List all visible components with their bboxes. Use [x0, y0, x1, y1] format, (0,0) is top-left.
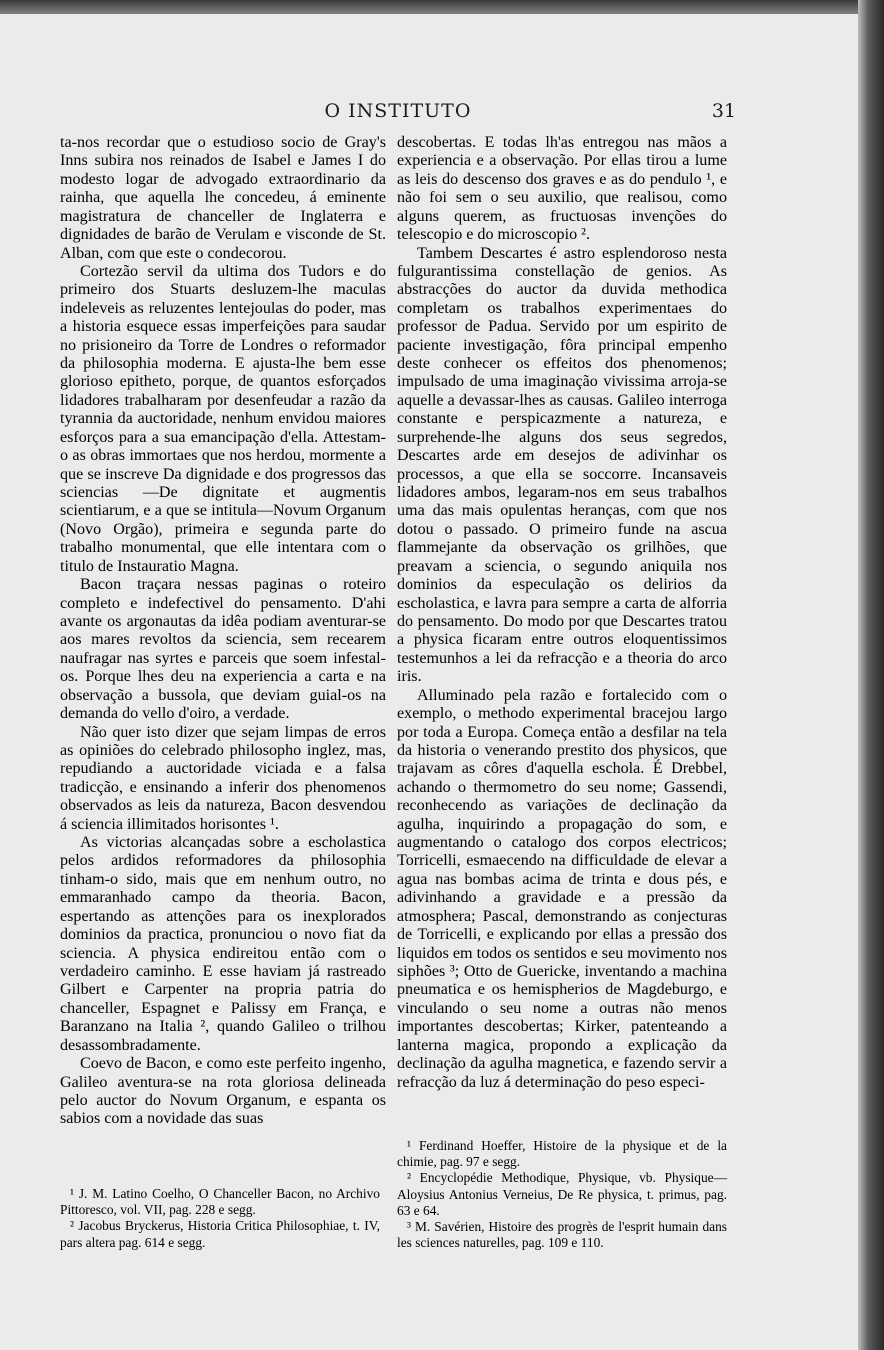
right-text-column — [397, 134, 727, 1092]
paragraph: Tambem Descartes é astro esplendoroso nesta fulgurantissima constellação de genios. As abstracções do auctor da duvida methodica completam os trabalhos experimentaes do professor de Padua. Servido por um espirito de paciente investigação, fôra principal empenho deste conhecer os effeitos dos phenomenos; impulsado de uma imaginação vivissima arroja-se aquelle a devassar-lhes as causas. Galileo interroga constante e perspicazmente a natureza, e surprehende-lhe alguns dos seus segredos, Descartes arde em desejos de adivinhar os processos, a que ella se soccorre. Incansaveis lidadores ambos, legaram-nos em seus trabalhos uma das mais opulentas heranças, com que nos dotou o passado. O primeiro funde na ascua flammejante da observação os grilhões, que preavam a sciencia, o segundo aniquila nos dominios da especulação os delirios da escholastica, e lavra para sempre a carta de alforria do pensamento. Do modo por que Descartes tratou a physica ficaram entre outros eloquentissimos testemunhos a lei da refracção e a theoria do arco iris. — [397, 244, 727, 686]
footnote: ³ M. Savérien, Histoire des progrès de l'esprit humain dans les sciences naturelles, pag. 109 e 110. — [397, 1219, 727, 1251]
paragraph: Cortezão servil da ultima dos Tudors e do primeiro dos Stuarts desluzem-lhe maculas indeleveis as reluzentes lentejoulas do poder, mas a historia esquece essas imperfeições para saudar no prisioneiro da Torre de Londres o reformador da philosophia moderna. E ajusta-lhe bem esse glorioso epitheto, porque, de quantos esforçados lidadores trabalharam por desenfeudar a razão da tyrannia da auctoridade, nenhum envidou maiores esforços para a sua emancipação d'ella. Attestam-o as obras immortaes que nos herdou, mormente a que se inscreve Da dignidade e dos progressos das sciencias —De dignitate et augmentis scientiarum, e a que se intitula—Novum Organum (Novo Orgão), primeira e segunda parte do trabalho monumental, que elle intentara com o titulo de Instauratio Magna. — [60, 262, 386, 575]
paragraph: Coevo de Bacon, e como este perfeito ingenho, Galileo aventura-se na rota gloriosa delineada pelo auctor do Novum Organum, e espanta os sabios com a novidade das suas — [60, 1055, 386, 1128]
page-header — [60, 100, 736, 130]
paragraph: Bacon traçara nessas paginas o roteiro completo e indefectivel do pensamento. D'ahi avante os argonautas da idêa podiam aventurar-se aos mares revoltos da sciencia, sem recearem naufragar nas syrtes e parceis que soem infestal-os. Porque lhes deu na experiencia a carta e na observação a bussola, que deviam guial-os na demanda do vello d'oiro, a verdade. — [60, 576, 386, 723]
footnote: ¹ Ferdinand Hoeffer, Histoire de la physique et de la chimie, pag. 97 e segg. — [397, 1138, 727, 1170]
page-number: 31 — [711, 100, 736, 122]
left-text-column — [60, 134, 386, 1129]
paragraph: descobertas. E todas lh'as entregou nas mãos a experiencia e a observação. Por ellas tirou a lume as leis do descenso dos graves e as do pendulo ¹, e não foi sem o seu auxilio, que realisou, como alguns querem, as fructuosas invenções do telescopio e do microscopio ². — [397, 134, 727, 244]
running-title: O INSTITUTO — [324, 100, 472, 122]
paragraph: Não quer isto dizer que sejam limpas de erros as opiniões do celebrado philosopho inglez, mas, repudiando a auctoridade viciada e a falsa tradicção, e ensinando a inferir dos phenomenos observados as leis da natureza, Bacon desvendou á sciencia illimitados horisontes ¹. — [60, 723, 386, 833]
book-spine-shadow — [858, 0, 884, 1350]
footnote: ² Encyclopédie Methodique, Physique, vb. Physique—Aloysius Antonius Verneius, De Re physica, t. primus, pag. 63 e 64. — [397, 1170, 727, 1218]
paragraph: ta-nos recordar que o estudioso socio de Gray's Inns subira nos reinados de Isabel e James I do modesto logar de advogado extraordinario da rainha, que aquella lhe concedeu, á eminente magistratura de chanceller de Inglaterra e dignidades de barão de Verulam e visconde de St. Alban, com que este o condecorou. — [60, 134, 386, 262]
footnote: ² Jacobus Bryckerus, Historia Critica Philosophiae, t. IV, pars altera pag. 614 e segg. — [60, 1218, 380, 1250]
right-footnotes — [397, 1138, 727, 1251]
paragraph: Alluminado pela razão e fortalecido com o exemplo, o methodo experimental bracejou largo por toda a Europa. Começa então a desfilar na tela da historia o venerando prestito dos physicos, que trajavam as côres d'aquella eschola. É Drebbel, achando o thermometro do seu nome; Gassendi, reconhecendo as variações de declinação da agulha, inquirindo a propagação do som, e augmentando o catalogo dos corpos electricos; Torricelli, esmaecendo na difficuldade de elevar a agua nas bombas acima de trinta e dous pés, e adivinhando a gravidade e a pressão da atmosphera; Pascal, demonstrando as conjecturas de Torricelli, e explicando por ellas a pressão dos liquidos em todos os sentidos e seu movimento nos siphões ³; Otto de Guericke, inventando a machina pneumatica e os hemispherios de Magdeburgo, e vinculando o seu nome a outras não menos importantes descobertas; Kirker, patenteando a lanterna magica, propondo a explicação da declinação da agulha magnetica, e fazendo servir a refracção da luz á determinação do peso especi- — [397, 686, 727, 1091]
footnote: ¹ J. M. Latino Coelho, O Chanceller Bacon, no Archivo Pittoresco, vol. VII, pag. 228 e segg. — [60, 1186, 380, 1218]
left-footnotes — [60, 1186, 380, 1251]
paragraph: As victorias alcançadas sobre a escholastica pelos ardidos reformadores da philosophia tinham-o sido, mais que em nenhum outro, no emmaranhado campo da theoria. Bacon, espertando as attenções para os inexplorados dominios da practica, pronunciou o novo fiat da sciencia. A physica endireitou então com o verdadeiro caminho. E esse haviam já rastreado Gilbert e Carpenter na propria patria do chanceller, Espagnet e Palissy em França, e Baranzano na Italia ², quando Galileo o trilhou desassombradamente. — [60, 834, 386, 1054]
